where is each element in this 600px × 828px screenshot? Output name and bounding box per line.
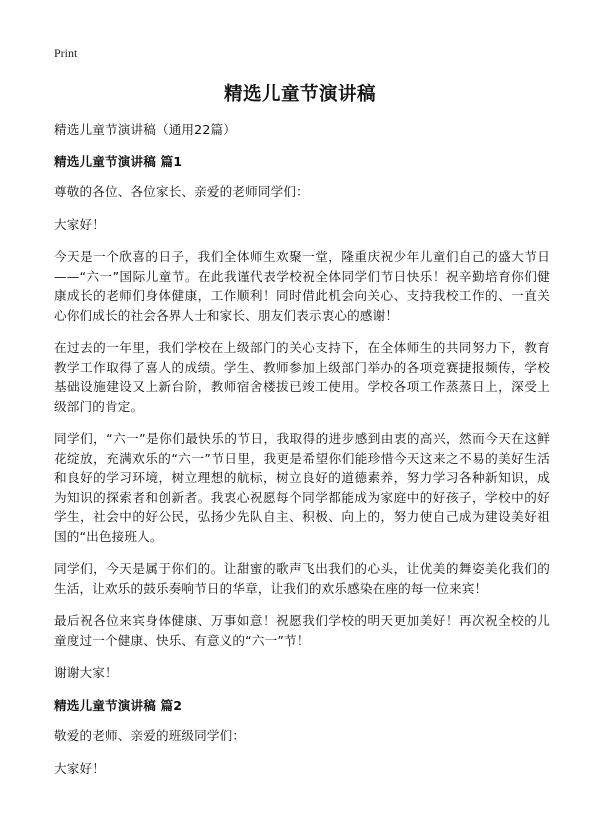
- greeting: 大家好！: [54, 216, 105, 232]
- salutation: 敬爱的老师、亲爱的班级同学们：: [54, 728, 246, 743]
- paragraph: 在过去的一年里，我们学校在上级部门的关心支持下，在全体师生的共同努力下，教育教学工作取得了喜人的成绩。学生、教师参加上级部门举办的各项竞赛捷报频传，学校基础设施建设又上新台阶，教师宿舍楼拔已竣工使用。学校各项工作蒸蒸日上，深受上级部门的肯定。: [54, 340, 550, 414]
- greeting: 大家好！: [54, 760, 105, 776]
- page-title: 精选儿童节演讲稿: [223, 84, 376, 105]
- print-link[interactable]: Print: [54, 46, 78, 60]
- closing: 谢谢大家！: [54, 665, 118, 680]
- document-body: [54, 120, 550, 791]
- paragraph: 同学们，“六一”是你们最快乐的节日，我取得的进步感到由衷的高兴，然而今天在这鲜花绽放，充满欢乐的“六一”节日里，我更是希望你们能珍惜今天这来之不易的美好生活和良好的学习环境，树立理想的航标，树立良好的道德素养，努力学习各种新知识，成为知识的探索者和创新者。我衷心祝愿每个同学都能成为家庭中的好孩子，学校中的好学生，社会中的好公民，弘扬少先队自主、积极、向上的，努力使自己成为建设美好祖国的“出色接班人。: [54, 431, 550, 544]
- document-subtitle: 精选儿童节演讲稿（通用22篇）: [54, 122, 236, 137]
- paragraph: 今天是一个欣喜的日子，我们全体师生欢聚一堂，隆重庆祝少年儿童们自己的盛大节日——“六一”国际儿童节。在此我谨代表学校祝全体同学们节日快乐！祝辛勤培育你们健康成长的老师们身体健康，工作顺利！同时借此机会向关心、支持我校工作的、一直关心你们成长的社会各界人士和家长、朋友们表示衷心的感谢！: [54, 249, 550, 323]
- section-heading: 精选儿童节演讲稿 篇2: [54, 697, 183, 713]
- paragraph: 最后祝各位来宾身体健康、万事如意！祝愿我们学校的明天更加美好！再次祝全校的儿童度过一个健康、快乐、有意义的“六一”节！: [54, 613, 550, 648]
- section-heading: 精选儿童节演讲稿 篇1: [54, 153, 183, 169]
- paragraph: 同学们，今天是属于你们的。让甜蜜的歌声飞出我们的心头，让优美的舞姿美化我们的生活，让欢乐的鼓乐奏响节日的华章，让我们的欢乐感染在座的每一位来宾！: [54, 561, 550, 596]
- salutation: 尊敬的各位、各位家长、亲爱的老师同学们：: [54, 184, 309, 199]
